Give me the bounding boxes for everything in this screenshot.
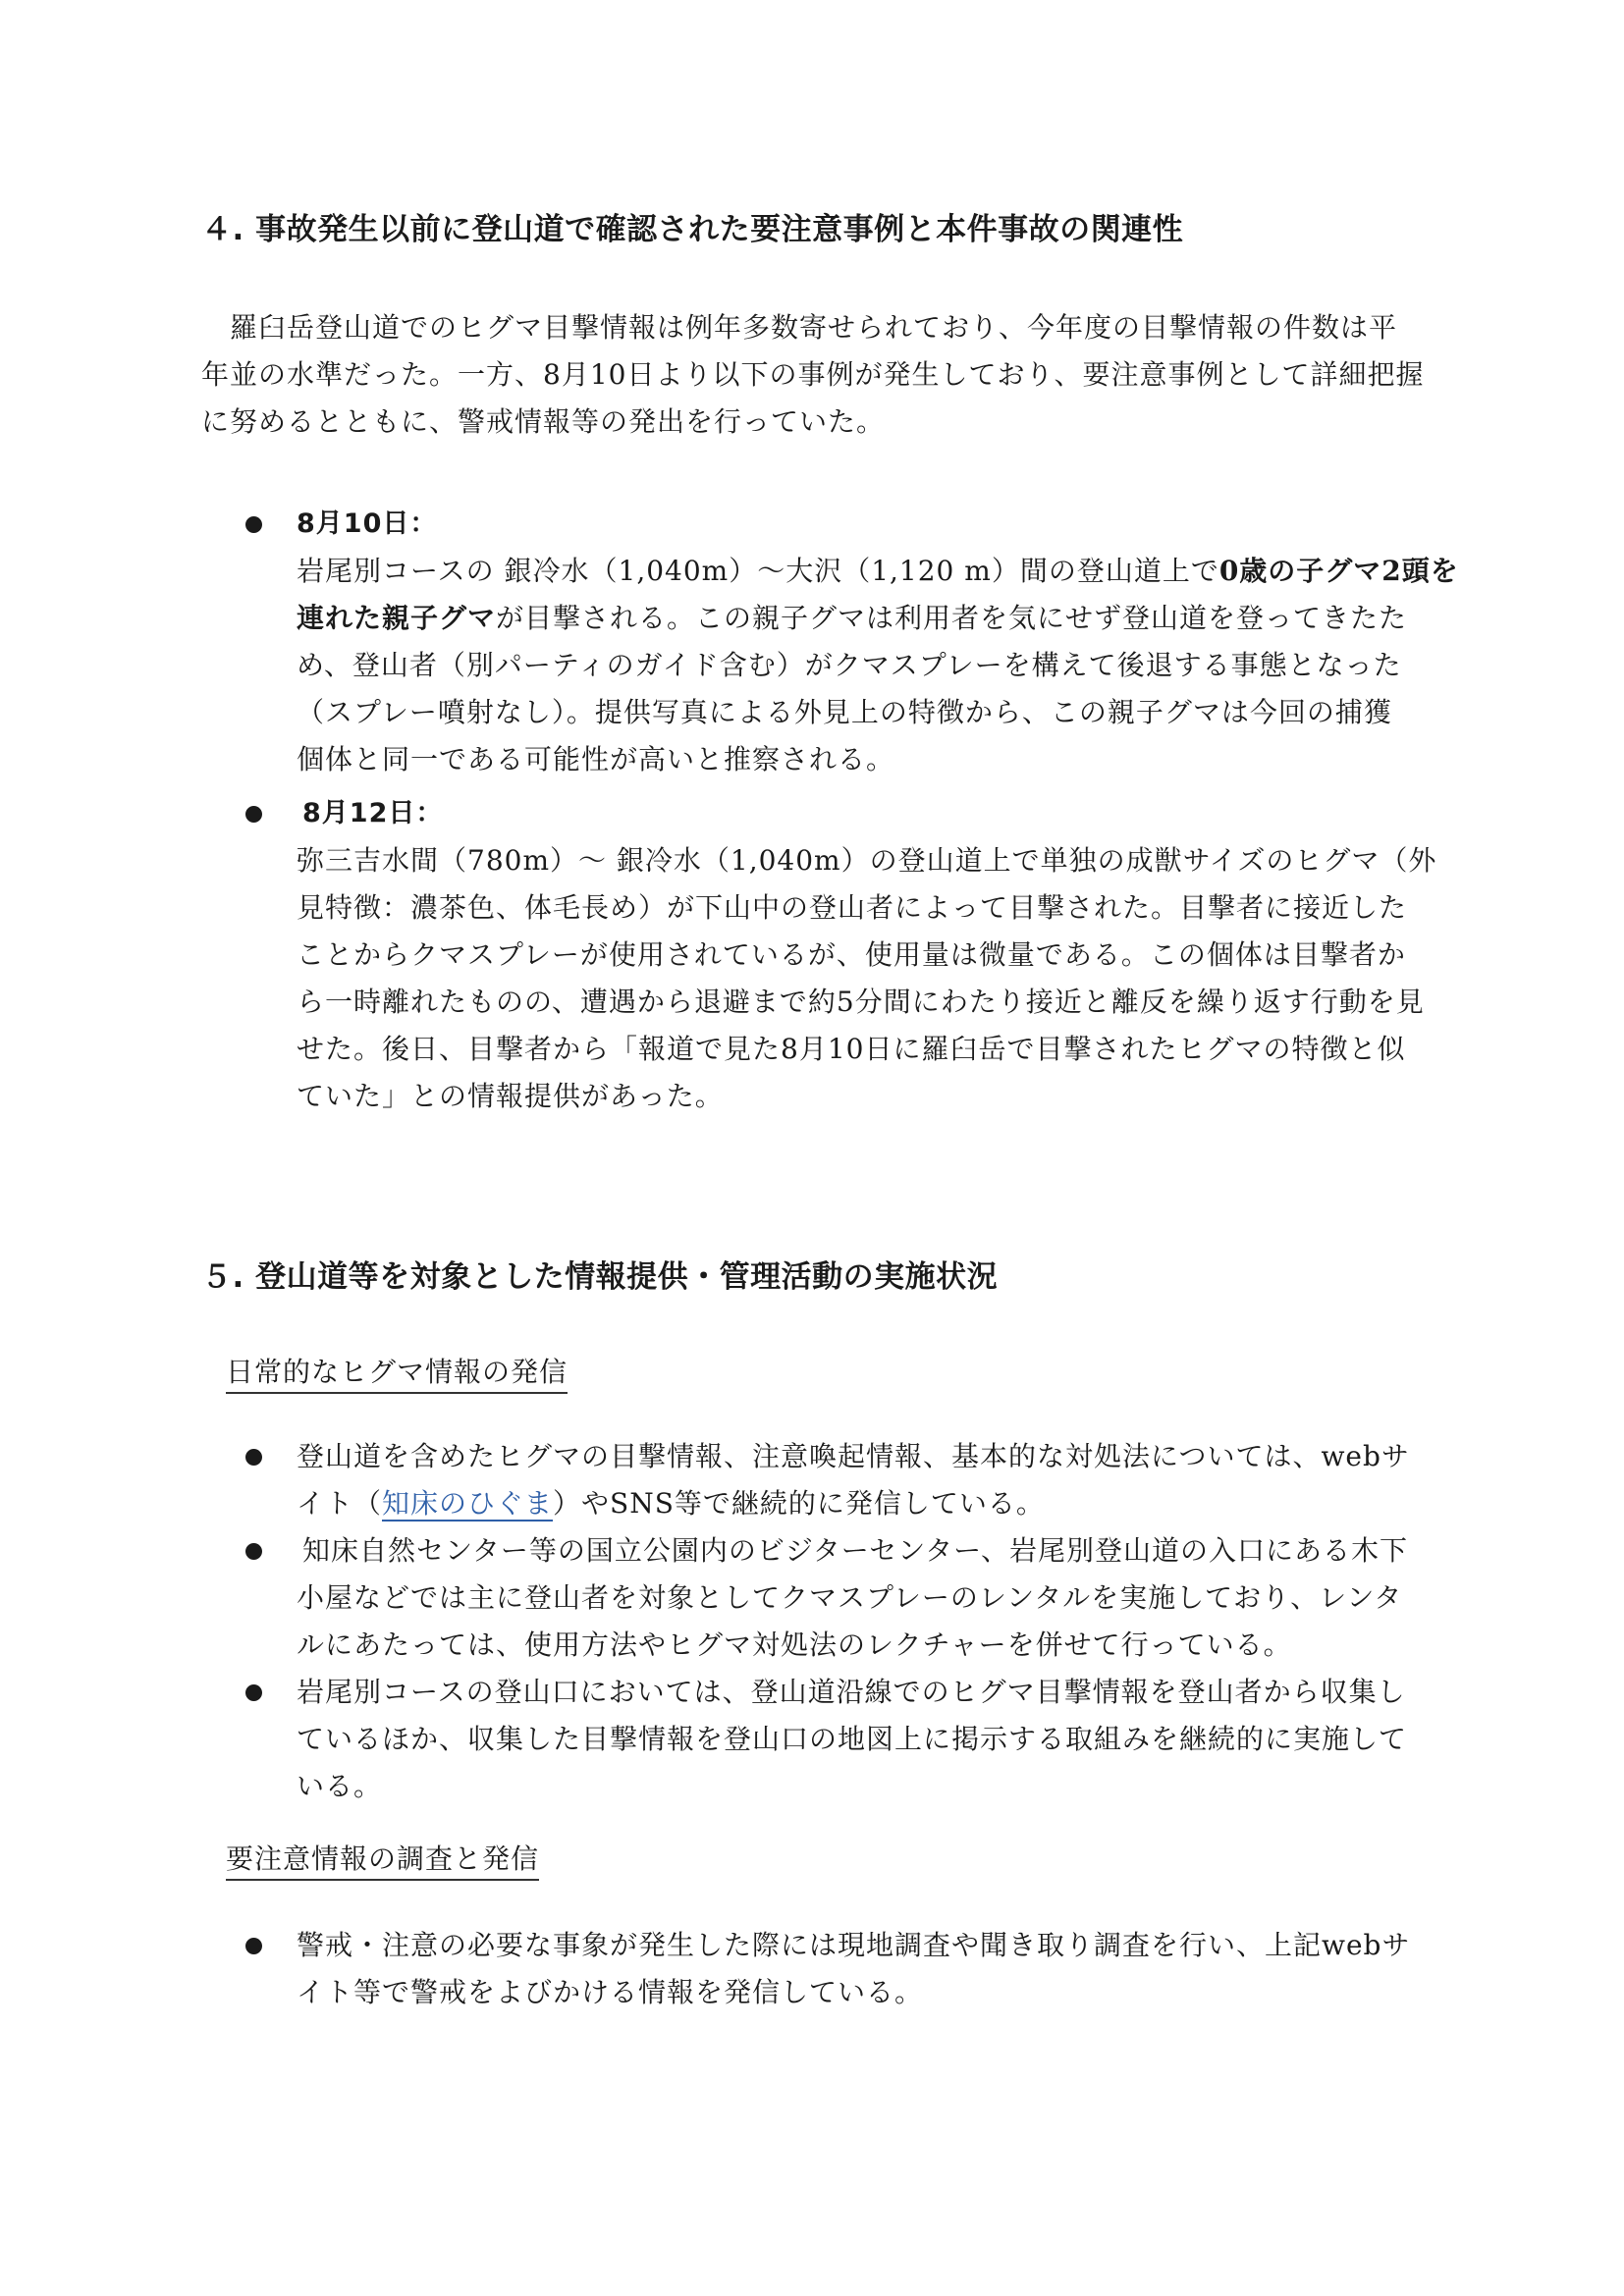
bullet-icon [245,1684,262,1701]
list-item-line: ているほか、収集した目撃情報を登山口の地図上に掲示する取組みを継続的に実施して [297,1723,1408,1755]
event-emphasis: 連れた親子グマ [297,602,497,634]
event-line: ことからクマスプレーが使用されているが、使用量は微量である。この個体は目撃者か [297,938,1406,971]
bullet-icon [245,1449,262,1466]
list-item-text: イト（ [297,1487,383,1520]
event-line: 弥三吉水間（780m）〜 銀冷水（1,040m）の登山道上で単独の成獣サイズのヒグマ（外 [297,844,1437,877]
list-item-line: 知床自然センター等の国立公園内のビジターセンター、岩尾別登山道の入口にある木下 [302,1534,1408,1567]
list-item-body [297,1527,1455,1669]
event-line [297,595,1455,642]
event-text: が目撃される。この親子グマは利用者を気にせず登山道を登ってきたた [496,602,1408,634]
shiretoko-higuma-link[interactable]: 知床のひぐま [382,1487,554,1520]
event-emphasis: 0歳の子グマ2頭を [1218,555,1459,587]
event-line: ていた」との情報提供があった。 [297,1080,724,1112]
list-item-line: 小屋などでは主に登山者を対象としてクマスプレーのレンタルを実施しており、レンタ [297,1581,1403,1614]
list-item-line: 登山道を含めたヒグマの目撃情報、注意喚起情報、基本的な対処法については、webサ [297,1440,1410,1472]
event-date: 8月10日： [297,508,438,539]
list-item-body [297,1922,1455,2016]
bullet-icon [245,806,262,823]
event-line [297,548,1459,595]
event-text: 岩尾別コースの 銀冷水（1,040m）〜大沢（1,120 m）間の登山道上で [297,555,1219,587]
subheading-warning-info: 要注意情報の調査と発信 [226,1840,539,1881]
intro-line: 年並の水準だった。一方、8月10日より以下の事例が発生しており、要注意事例として詳細把握 [201,358,1425,391]
list-item-line: ルにあたっては、使用方法やヒグマ対処法のレクチャーを併せて行っている。 [297,1629,1292,1661]
list-item-text: ）やSNS等で継続的に発信している。 [553,1487,1045,1520]
list-item-line: イト等で警戒をよびかける情報を発信している。 [297,1976,924,2008]
event-date: 8月12日： [302,798,444,828]
event-line: せた。後日、目撃者から「報道で見た8月10日に羅臼岳で目撃されたヒグマの特徴と似 [297,1033,1406,1065]
list-item-line [297,1480,1455,1527]
section-4-intro [201,304,1438,446]
bullet-icon [245,516,262,533]
list-item-line: 岩尾別コースの登山口においては、登山道沿線でのヒグマ目撃情報を登山者から収集し [297,1676,1406,1708]
event-line: （スプレー噴射なし）。提供写真による外見上の特徴から、この親子グマは今回の捕獲 [297,696,1392,728]
event-line: 見特徴：濃茶色、体毛長め）が下山中の登山者によって目撃された。目撃者に接近した [297,891,1408,924]
bullet-icon [245,1543,262,1560]
event-line: め、登山者（別パーティのガイド含む）がクマスプレーを構えて後退する事態となった [297,649,1402,681]
event-body [297,501,1459,783]
bullet-icon [245,1938,262,1954]
list-item-line: いる。 [297,1770,383,1802]
event-line: ら一時離れたものの、遭遇から退避まで約5分間にわたり接近と離反を繰り返す行動を見 [297,986,1425,1018]
list-item-body [297,1433,1455,1527]
event-body [297,790,1455,1120]
subheading-daily-info: 日常的なヒグマ情報の発信 [226,1353,568,1394]
event-line: 個体と同一である可能性が高いと推察される。 [297,743,895,775]
intro-line: 羅臼岳登山道でのヒグマ目撃情報は例年多数寄せられており、今年度の目撃情報の件数は平 [230,311,1398,344]
section-5-heading: ５. 登山道等を対象とした情報提供・管理活動の実施状況 [201,1259,999,1295]
section-4-heading: ４. 事故発生以前に登山道で確認された要注意事例と本件事故の関連性 [201,212,1184,247]
list-item-line: 警戒・注意の必要な事象が発生した際には現地調査や聞き取り調査を行い、上記webサ [297,1929,1411,1961]
intro-line: に努めるとともに、警戒情報等の発出を行っていた。 [201,405,886,438]
list-item-body [297,1669,1455,1810]
